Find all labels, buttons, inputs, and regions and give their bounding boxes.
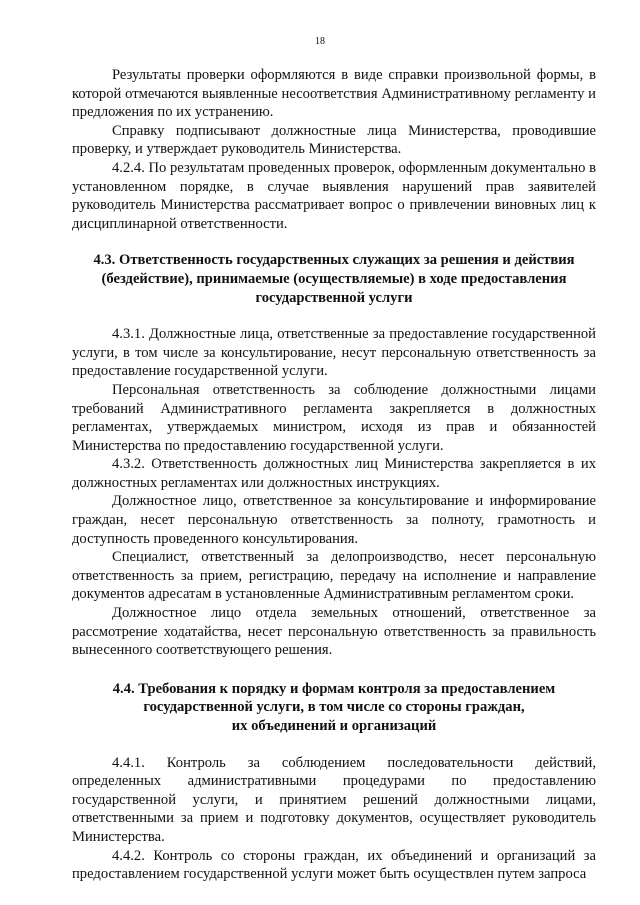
paragraph: 4.4.2. Контроль со стороны граждан, их объединений и организаций за предоставлением государственной услуги может быть осуществлен путем запроса: [72, 847, 596, 883]
paragraph: 4.4.1. Контроль за соблюдением последовательности действий, определенных административными процедурами по предоставлению государственной услуги, и принятием решений должностными лицами, ответственными за прием и подготовку документов, осуществляет руководитель Министерства.: [72, 754, 596, 845]
section-heading-4-3: [72, 251, 596, 307]
paragraph: Персональная ответственность за соблюдение должностными лицами требований Административного регламента закрепляется в должностных регламентах, утверждаемых министром, исходя из прав и обязанностей Министерства по предоставлению государственной услуги.: [72, 381, 596, 454]
paragraph: Специалист, ответственный за делопроизводство, несет персональную ответственность за прием, регистрацию, передачу на исполнение и направление документов адресатам в установленные Административным регламентом сроки.: [72, 549, 596, 603]
paragraph: 4.3.2. Ответственность должностных лиц Министерства закрепляется в их должностных регламентах или должностных инструкциях.: [72, 456, 596, 491]
heading-line: государственной услуги: [255, 289, 413, 306]
heading-line: государственной услуги, в том числе со стороны граждан,: [143, 699, 525, 716]
paragraph: 4.3.1. Должностные лица, ответственные за предоставление государственной услуги, в том числе за консультирование, несут персональную ответственность за предоставление государственной услуги.: [72, 326, 596, 380]
paragraph: 4.2.4. По результатам проведенных проверок, оформленным документально в установленном порядке, в случае выявления нарушений прав заявителей руководитель Министерства рассматривает вопрос о привлечении виновных лиц к дисциплинарной ответственности.: [72, 159, 596, 232]
paragraph: Должностное лицо, ответственное за консультирование и информирование граждан, несет персональную ответственность за полноту, грамотность и доступность проведенного консультирования.: [72, 493, 596, 547]
heading-line: их объединений и организаций: [231, 718, 437, 734]
paragraph: Справку подписывают должностные лица Министерства, проводившие проверку, и утверждает руководитель Министерства.: [72, 122, 596, 158]
page-number: 18: [315, 36, 325, 47]
paragraph: Результаты проверки оформляются в виде справки произвольной формы, в которой отмечаются выявленные несоответствия Административному регламенту и предложения по их устранению.: [72, 67, 596, 121]
page-content: [72, 66, 596, 884]
heading-line: 4.4. Требования к порядку и формам контроля за предоставлением: [112, 680, 556, 697]
section-heading-4-4: [72, 680, 596, 736]
paragraph: Должностное лицо отдела земельных отношений, ответственное за рассмотрение ходатайства, несет персональную ответственность за правильность вынесенного соответствующего решения.: [72, 605, 596, 659]
heading-line: 4.3. Ответственность государственных служащих за решения и действия: [93, 252, 575, 269]
heading-line: (бездействие), принимаемые (осуществляемые) в ходе предоставления: [101, 270, 567, 287]
